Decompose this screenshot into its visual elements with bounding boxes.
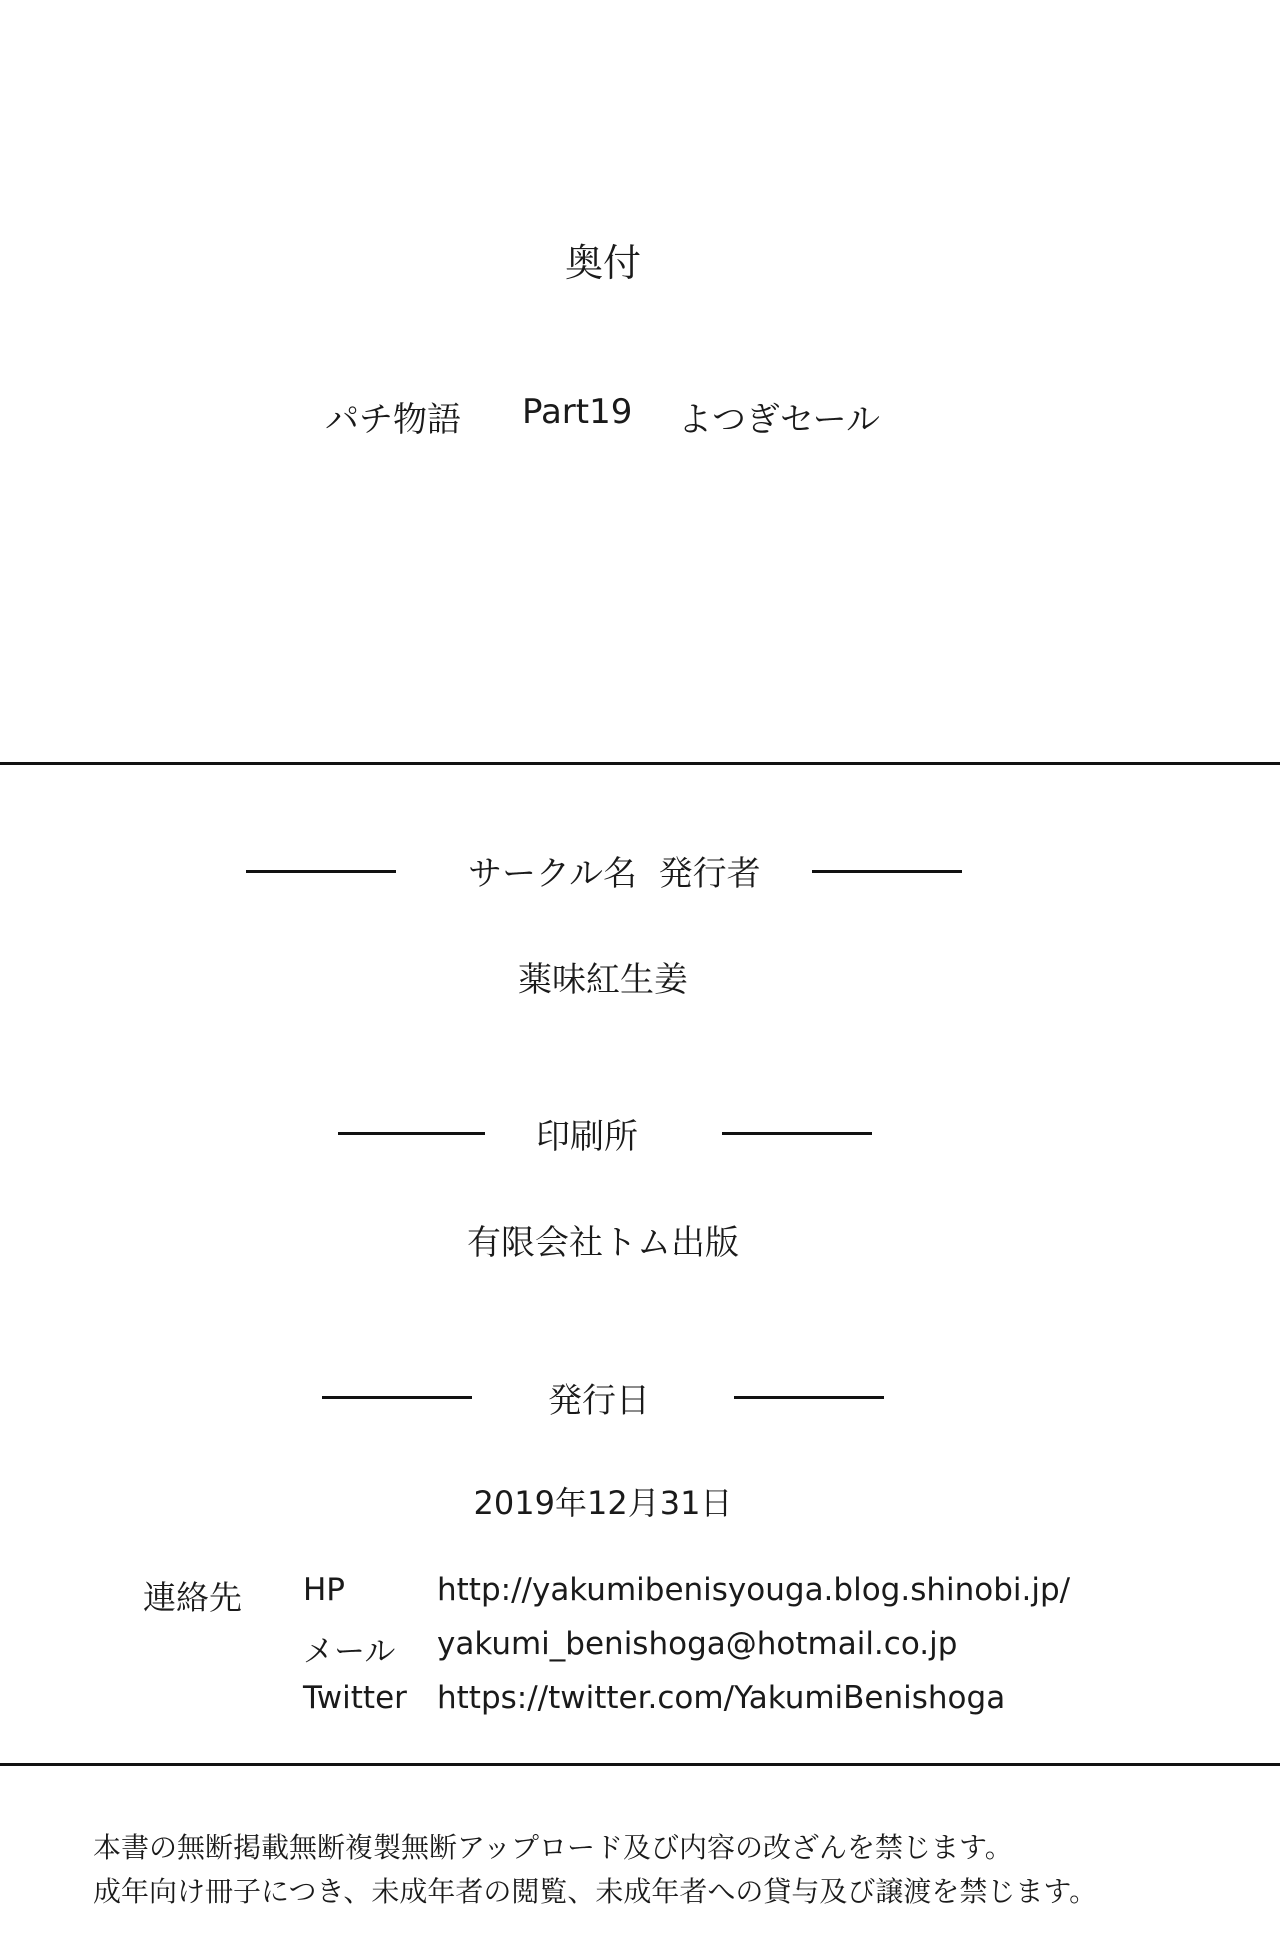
issue-date: 2019年12月31日	[473, 1484, 733, 1522]
contact-key-twitter: Twitter	[303, 1680, 407, 1716]
book-title: パチ物語	[325, 400, 461, 440]
contact-label: 連絡先	[143, 1578, 242, 1617]
divider-top	[0, 762, 1280, 765]
section-rule-right	[722, 1132, 872, 1135]
contact-value-twitter[interactable]: https://twitter.com/YakumiBenishoga	[437, 1680, 1006, 1716]
book-part: Part19	[522, 392, 633, 432]
printer-name: 有限会社トム出版	[467, 1223, 739, 1263]
section-rule-left	[246, 870, 396, 873]
contact-key-mail: メール	[303, 1634, 396, 1670]
notice-line: 成年向け冊子につき、未成年者の閲覧、未成年者への貸与及び譲渡を禁じます。	[93, 1875, 1098, 1908]
section-label-publisher: サークル名 発行者	[468, 854, 761, 894]
contact-value-mail[interactable]: yakumi_benishoga@hotmail.co.jp	[437, 1626, 958, 1662]
section-rule-right	[812, 870, 962, 873]
contact-key-hp: HP	[303, 1572, 346, 1608]
section-rule-right	[734, 1396, 884, 1399]
section-label-printer: 印刷所	[536, 1117, 638, 1157]
book-subtitle: よつぎセール	[678, 400, 880, 440]
divider-bottom	[0, 1763, 1280, 1766]
section-label-date: 発行日	[548, 1381, 650, 1421]
publisher-name: 薬味紅生姜	[518, 960, 688, 1000]
colophon-heading: 奥付	[564, 241, 641, 285]
notice-line: 本書の無断掲載無断複製無断アップロード及び内容の改ざんを禁じます。	[93, 1831, 1013, 1864]
contact-value-hp[interactable]: http://yakumibenisyouga.blog.shinobi.jp/	[437, 1572, 1071, 1608]
section-rule-left	[338, 1132, 485, 1135]
section-rule-left	[322, 1396, 472, 1399]
